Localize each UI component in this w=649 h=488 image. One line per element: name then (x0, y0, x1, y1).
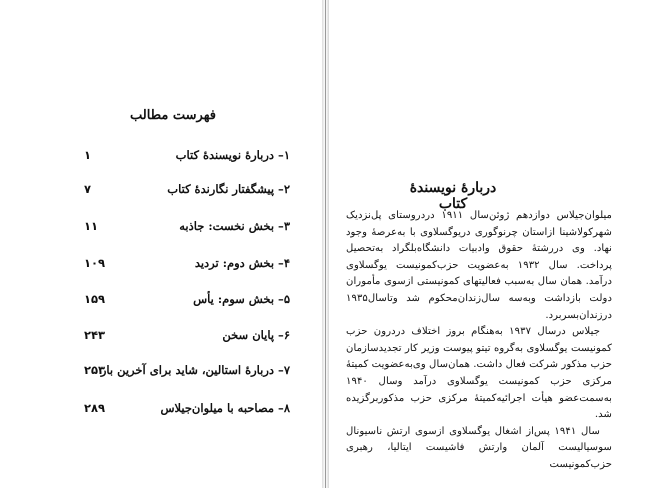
toc-entry-page: ۷ (84, 182, 92, 196)
toc-entry (84, 148, 290, 168)
chapter-paragraph: سال ۱۹۴۱ پس‌از اشغال یوگسلاوی ازسوی ارتش ناسیونال سوسیالیست آلمان وارتش فاشیست ایتالیا، رهبری حزب‌کمونیست (346, 425, 612, 470)
chapter-paragraph: میلوان‌جیلاس دوازدهم ژوئن‌سال ۱۹۱۱ دردروستای پل‌نزدیک شهرکولاشینا ازاستان چرنوگوری دریوگسلاوی با به‌عرصهٔ وجود نهاد. وی دررشتهٔ حقوق وادبیات دانشگاه‌بلگراد به‌تحصیل پرداخت. سال ۱۹۳۲ به‌عضویت حزب‌کمونیست یوگسلاوی درآمد. همان سال به‌سبب فعالیتهای کمونیستی ازسوی مأموران دولت بازداشت وبه‌سه سال‌زندان‌محکوم شد وتاسال‌۱۹۳۵ درزندان‌بسربرد. (346, 210, 612, 321)
toc-entry-label: ۴– بخش دوم: تردید (194, 256, 290, 270)
toc-entry-page: ۱۱ (84, 219, 99, 233)
toc-entry-page: ۲۵۳ (84, 363, 106, 377)
chapter-body (346, 208, 612, 474)
toc-entry-label: ۷– دربارهٔ استالین، شاید برای آخرین بار (100, 363, 290, 377)
toc-entry (84, 219, 290, 239)
toc-entry (84, 292, 290, 312)
toc-entry-label: ۳– بخش نخست: جاذبه (179, 219, 290, 233)
toc-title: فهرست مطالب (130, 108, 216, 123)
toc-entry-page: ۱ (84, 148, 92, 162)
toc-entry-label: ۲– پیشگفتار نگارندهٔ کتاب (167, 182, 290, 196)
toc-entry-label: ۶– پایان سخن (222, 328, 290, 342)
gutter-fold-line (325, 0, 326, 488)
toc-entry (84, 328, 290, 348)
toc-entry (84, 401, 290, 421)
toc-entry-label: ۱– دربارهٔ نویسندهٔ کتاب (175, 148, 290, 162)
toc-entry-label: ۵– بخش سوم: یأس (193, 292, 290, 306)
toc-entry-page: ۱۰۹ (84, 256, 106, 270)
toc-entry-page: ۲۸۹ (84, 401, 106, 415)
toc-entry (84, 363, 290, 383)
toc-entry (84, 182, 290, 202)
chapter-paragraph: جیلاس درسال ۱۹۳۷ به‌هنگام بروز اختلاف دردرون حزب کمونیست یوگسلاوی به‌گروه تیتو پیوست وزیر کار تجدیدسازمان حزب مذکور شرکت فعال داشت. همان‌سال وی‌به‌عضویت کمیتهٔ مرکزی حزب کمونیست یوگسلاوی درآمد وسال ۱۹۴۰ به‌سمت‌عضو هیأت اجرائیه‌کمیتهٔ مرکزی حزب مذکوربرگزیده شد. (346, 326, 612, 421)
toc-entry-label: ۸– مصاحبه با میلوان‌جیلاس (160, 401, 290, 415)
toc-entry-page: ۲۴۳ (84, 328, 106, 342)
toc-entry-page: ۱۵۹ (84, 292, 106, 306)
toc-entry (84, 256, 290, 276)
chapter-title: دربارهٔ نویسندهٔ کتاب (409, 180, 497, 212)
